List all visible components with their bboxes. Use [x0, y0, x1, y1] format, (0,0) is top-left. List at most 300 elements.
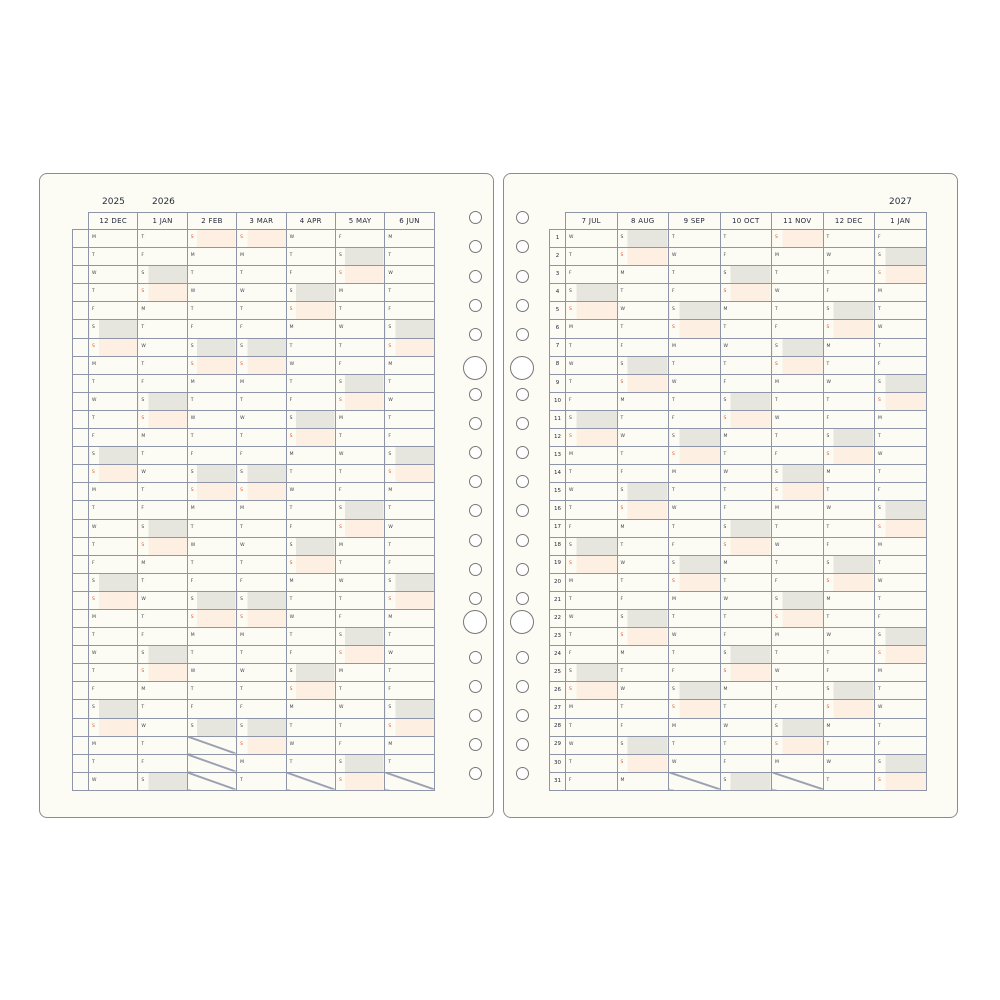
day-cell[interactable] [237, 537, 286, 555]
day-cell[interactable] [335, 628, 384, 646]
day-cell[interactable] [875, 374, 927, 392]
day-cell[interactable] [138, 682, 187, 700]
day-cell[interactable] [335, 682, 384, 700]
day-cell[interactable] [669, 338, 721, 356]
day-cell[interactable] [89, 718, 138, 736]
day-cell[interactable] [617, 374, 669, 392]
day-cell[interactable] [875, 772, 927, 790]
day-cell[interactable] [669, 609, 721, 627]
day-cell[interactable] [772, 483, 824, 501]
day-cell[interactable] [286, 338, 335, 356]
day-cell[interactable] [286, 356, 335, 374]
day-cell[interactable] [385, 628, 434, 646]
day-cell[interactable] [617, 519, 669, 537]
day-cell[interactable] [823, 754, 875, 772]
day-cell[interactable] [138, 392, 187, 410]
day-cell[interactable] [772, 284, 824, 302]
day-cell[interactable] [617, 483, 669, 501]
day-cell[interactable] [669, 646, 721, 664]
day-cell[interactable] [566, 664, 618, 682]
day-cell[interactable] [669, 537, 721, 555]
day-cell[interactable] [875, 646, 927, 664]
day-cell[interactable] [669, 447, 721, 465]
day-cell[interactable] [385, 230, 434, 248]
day-cell[interactable] [138, 320, 187, 338]
day-cell[interactable] [720, 718, 772, 736]
day-cell[interactable] [335, 338, 384, 356]
day-cell[interactable] [187, 284, 236, 302]
day-cell[interactable] [566, 555, 618, 573]
day-cell[interactable] [286, 302, 335, 320]
day-cell[interactable] [566, 465, 618, 483]
day-cell[interactable] [237, 609, 286, 627]
day-cell[interactable] [138, 609, 187, 627]
day-cell[interactable] [875, 555, 927, 573]
day-cell[interactable] [823, 392, 875, 410]
day-cell[interactable] [720, 664, 772, 682]
day-cell[interactable] [875, 465, 927, 483]
day-cell[interactable] [335, 646, 384, 664]
day-cell[interactable] [138, 555, 187, 573]
day-cell[interactable] [187, 646, 236, 664]
day-cell[interactable] [89, 609, 138, 627]
day-cell[interactable] [772, 338, 824, 356]
day-cell[interactable] [335, 429, 384, 447]
day-cell[interactable] [566, 392, 618, 410]
day-cell[interactable] [237, 519, 286, 537]
day-cell[interactable] [772, 628, 824, 646]
day-cell[interactable] [823, 700, 875, 718]
day-cell[interactable] [720, 447, 772, 465]
day-cell[interactable] [138, 374, 187, 392]
day-cell[interactable] [875, 230, 927, 248]
day-cell[interactable] [138, 338, 187, 356]
day-cell[interactable] [286, 501, 335, 519]
day-cell[interactable] [237, 718, 286, 736]
day-cell[interactable] [89, 483, 138, 501]
day-cell[interactable] [187, 718, 236, 736]
day-cell[interactable] [237, 646, 286, 664]
day-cell[interactable] [138, 230, 187, 248]
day-cell[interactable] [566, 646, 618, 664]
day-cell[interactable] [385, 736, 434, 754]
day-cell[interactable] [286, 682, 335, 700]
day-cell[interactable] [720, 483, 772, 501]
day-cell[interactable] [89, 555, 138, 573]
day-cell[interactable] [138, 772, 187, 790]
day-cell[interactable] [772, 447, 824, 465]
day-cell[interactable] [237, 447, 286, 465]
day-cell[interactable] [566, 284, 618, 302]
day-cell[interactable] [138, 646, 187, 664]
day-cell[interactable] [823, 429, 875, 447]
day-cell[interactable] [669, 501, 721, 519]
day-cell[interactable] [237, 628, 286, 646]
day-cell[interactable] [335, 284, 384, 302]
day-cell[interactable] [138, 248, 187, 266]
day-cell[interactable] [187, 302, 236, 320]
day-cell[interactable] [237, 429, 286, 447]
day-cell[interactable] [823, 447, 875, 465]
day-cell[interactable] [720, 591, 772, 609]
day-cell[interactable] [566, 772, 618, 790]
day-cell[interactable] [385, 537, 434, 555]
day-cell[interactable] [138, 537, 187, 555]
day-cell[interactable] [823, 374, 875, 392]
day-cell[interactable] [669, 591, 721, 609]
day-cell[interactable] [772, 700, 824, 718]
day-cell[interactable] [187, 248, 236, 266]
day-cell[interactable] [237, 754, 286, 772]
day-cell[interactable] [138, 628, 187, 646]
day-cell[interactable] [669, 284, 721, 302]
day-cell[interactable] [89, 646, 138, 664]
day-cell[interactable] [669, 320, 721, 338]
day-cell[interactable] [89, 754, 138, 772]
day-cell[interactable] [385, 609, 434, 627]
day-cell[interactable] [89, 700, 138, 718]
day-cell[interactable] [566, 573, 618, 591]
day-cell[interactable] [617, 501, 669, 519]
day-cell[interactable] [237, 392, 286, 410]
day-cell[interactable] [669, 248, 721, 266]
day-cell[interactable] [669, 555, 721, 573]
day-cell[interactable] [89, 591, 138, 609]
day-cell[interactable] [669, 230, 721, 248]
day-cell[interactable] [720, 374, 772, 392]
day-cell[interactable] [617, 356, 669, 374]
day-cell[interactable] [89, 628, 138, 646]
day-cell[interactable] [720, 266, 772, 284]
day-cell[interactable] [720, 609, 772, 627]
day-cell[interactable] [385, 682, 434, 700]
day-cell[interactable] [187, 356, 236, 374]
day-cell[interactable] [89, 537, 138, 555]
day-cell[interactable] [617, 700, 669, 718]
day-cell[interactable] [823, 682, 875, 700]
day-cell[interactable] [385, 754, 434, 772]
day-cell[interactable] [385, 320, 434, 338]
day-cell[interactable] [566, 266, 618, 284]
day-cell[interactable] [187, 429, 236, 447]
day-cell[interactable] [566, 320, 618, 338]
day-cell[interactable] [237, 230, 286, 248]
day-cell[interactable] [566, 410, 618, 428]
day-cell[interactable] [187, 700, 236, 718]
day-cell[interactable] [335, 519, 384, 537]
day-cell[interactable] [385, 429, 434, 447]
day-cell[interactable] [720, 410, 772, 428]
day-cell[interactable] [335, 555, 384, 573]
day-cell[interactable] [617, 429, 669, 447]
day-cell[interactable] [237, 465, 286, 483]
day-cell[interactable] [89, 501, 138, 519]
day-cell[interactable] [669, 628, 721, 646]
day-cell[interactable] [669, 465, 721, 483]
day-cell[interactable] [138, 447, 187, 465]
day-cell[interactable] [617, 392, 669, 410]
day-cell[interactable] [385, 664, 434, 682]
day-cell[interactable] [237, 591, 286, 609]
day-cell[interactable] [286, 664, 335, 682]
day-cell[interactable] [823, 537, 875, 555]
day-cell[interactable] [187, 338, 236, 356]
day-cell[interactable] [617, 555, 669, 573]
day-cell[interactable] [335, 248, 384, 266]
day-cell[interactable] [617, 609, 669, 627]
day-cell[interactable] [89, 429, 138, 447]
day-cell[interactable] [385, 356, 434, 374]
day-cell[interactable] [89, 338, 138, 356]
day-cell[interactable] [89, 573, 138, 591]
day-cell[interactable] [138, 465, 187, 483]
day-cell[interactable] [566, 356, 618, 374]
day-cell[interactable] [286, 320, 335, 338]
day-cell[interactable] [875, 501, 927, 519]
day-cell[interactable] [566, 754, 618, 772]
day-cell[interactable] [617, 266, 669, 284]
day-cell[interactable] [617, 664, 669, 682]
day-cell[interactable] [385, 591, 434, 609]
day-cell[interactable] [720, 537, 772, 555]
day-cell[interactable] [617, 410, 669, 428]
day-cell[interactable] [720, 519, 772, 537]
day-cell[interactable] [566, 609, 618, 627]
day-cell[interactable] [286, 465, 335, 483]
day-cell[interactable] [875, 519, 927, 537]
day-cell[interactable] [772, 537, 824, 555]
day-cell[interactable] [772, 465, 824, 483]
day-cell[interactable] [875, 700, 927, 718]
day-cell[interactable] [89, 356, 138, 374]
day-cell[interactable] [875, 718, 927, 736]
day-cell[interactable] [875, 573, 927, 591]
day-cell[interactable] [89, 284, 138, 302]
day-cell[interactable] [875, 320, 927, 338]
day-cell[interactable] [286, 609, 335, 627]
day-cell[interactable] [823, 609, 875, 627]
day-cell[interactable] [823, 465, 875, 483]
day-cell[interactable] [823, 320, 875, 338]
day-cell[interactable] [187, 519, 236, 537]
day-cell[interactable] [772, 429, 824, 447]
day-cell[interactable] [138, 501, 187, 519]
day-cell[interactable] [385, 266, 434, 284]
day-cell[interactable] [89, 410, 138, 428]
day-cell[interactable] [237, 302, 286, 320]
day-cell[interactable] [237, 410, 286, 428]
day-cell[interactable] [823, 736, 875, 754]
day-cell[interactable] [566, 501, 618, 519]
day-cell[interactable] [772, 591, 824, 609]
day-cell[interactable] [237, 483, 286, 501]
day-cell[interactable] [138, 429, 187, 447]
day-cell[interactable] [237, 682, 286, 700]
day-cell[interactable] [720, 429, 772, 447]
day-cell[interactable] [89, 374, 138, 392]
day-cell[interactable] [385, 410, 434, 428]
day-cell[interactable] [772, 230, 824, 248]
day-cell[interactable] [875, 338, 927, 356]
day-cell[interactable] [385, 284, 434, 302]
day-cell[interactable] [566, 230, 618, 248]
day-cell[interactable] [772, 609, 824, 627]
day-cell[interactable] [237, 356, 286, 374]
day-cell[interactable] [385, 447, 434, 465]
day-cell[interactable] [617, 736, 669, 754]
day-cell[interactable] [720, 501, 772, 519]
day-cell[interactable] [286, 410, 335, 428]
day-cell[interactable] [669, 356, 721, 374]
day-cell[interactable] [772, 320, 824, 338]
day-cell[interactable] [669, 392, 721, 410]
day-cell[interactable] [823, 718, 875, 736]
day-cell[interactable] [823, 772, 875, 790]
day-cell[interactable] [89, 230, 138, 248]
day-cell[interactable] [566, 628, 618, 646]
day-cell[interactable] [286, 483, 335, 501]
day-cell[interactable] [385, 374, 434, 392]
day-cell[interactable] [669, 410, 721, 428]
day-cell[interactable] [617, 754, 669, 772]
day-cell[interactable] [187, 537, 236, 555]
day-cell[interactable] [823, 356, 875, 374]
day-cell[interactable] [385, 465, 434, 483]
day-cell[interactable] [335, 447, 384, 465]
day-cell[interactable] [89, 248, 138, 266]
day-cell[interactable] [617, 230, 669, 248]
day-cell[interactable] [772, 392, 824, 410]
day-cell[interactable] [187, 483, 236, 501]
day-cell[interactable] [187, 320, 236, 338]
day-cell[interactable] [385, 392, 434, 410]
day-cell[interactable] [669, 429, 721, 447]
day-cell[interactable] [617, 302, 669, 320]
day-cell[interactable] [138, 754, 187, 772]
day-cell[interactable] [720, 338, 772, 356]
day-cell[interactable] [385, 483, 434, 501]
day-cell[interactable] [187, 664, 236, 682]
day-cell[interactable] [617, 573, 669, 591]
day-cell[interactable] [237, 772, 286, 790]
day-cell[interactable] [237, 700, 286, 718]
day-cell[interactable] [669, 302, 721, 320]
day-cell[interactable] [823, 573, 875, 591]
day-cell[interactable] [823, 501, 875, 519]
day-cell[interactable] [89, 320, 138, 338]
day-cell[interactable] [237, 266, 286, 284]
day-cell[interactable] [138, 356, 187, 374]
day-cell[interactable] [138, 483, 187, 501]
day-cell[interactable] [772, 555, 824, 573]
day-cell[interactable] [617, 465, 669, 483]
day-cell[interactable] [566, 483, 618, 501]
day-cell[interactable] [720, 230, 772, 248]
day-cell[interactable] [566, 338, 618, 356]
day-cell[interactable] [385, 646, 434, 664]
day-cell[interactable] [875, 429, 927, 447]
day-cell[interactable] [335, 736, 384, 754]
day-cell[interactable] [335, 772, 384, 790]
day-cell[interactable] [286, 555, 335, 573]
day-cell[interactable] [187, 465, 236, 483]
day-cell[interactable] [720, 284, 772, 302]
day-cell[interactable] [720, 646, 772, 664]
day-cell[interactable] [720, 736, 772, 754]
day-cell[interactable] [335, 410, 384, 428]
day-cell[interactable] [875, 537, 927, 555]
day-cell[interactable] [138, 519, 187, 537]
day-cell[interactable] [89, 736, 138, 754]
day-cell[interactable] [823, 302, 875, 320]
day-cell[interactable] [617, 248, 669, 266]
day-cell[interactable] [89, 266, 138, 284]
day-cell[interactable] [89, 664, 138, 682]
day-cell[interactable] [286, 519, 335, 537]
day-cell[interactable] [772, 718, 824, 736]
day-cell[interactable] [823, 483, 875, 501]
day-cell[interactable] [138, 410, 187, 428]
day-cell[interactable] [335, 392, 384, 410]
day-cell[interactable] [823, 664, 875, 682]
day-cell[interactable] [617, 591, 669, 609]
day-cell[interactable] [720, 700, 772, 718]
day-cell[interactable] [237, 573, 286, 591]
day-cell[interactable] [669, 700, 721, 718]
day-cell[interactable] [286, 284, 335, 302]
day-cell[interactable] [566, 682, 618, 700]
day-cell[interactable] [669, 754, 721, 772]
day-cell[interactable] [237, 501, 286, 519]
day-cell[interactable] [823, 266, 875, 284]
day-cell[interactable] [138, 266, 187, 284]
day-cell[interactable] [823, 410, 875, 428]
day-cell[interactable] [286, 230, 335, 248]
day-cell[interactable] [187, 628, 236, 646]
day-cell[interactable] [772, 664, 824, 682]
day-cell[interactable] [138, 736, 187, 754]
day-cell[interactable] [772, 374, 824, 392]
day-cell[interactable] [669, 718, 721, 736]
day-cell[interactable] [875, 356, 927, 374]
day-cell[interactable] [187, 555, 236, 573]
day-cell[interactable] [875, 410, 927, 428]
day-cell[interactable] [566, 591, 618, 609]
day-cell[interactable] [237, 320, 286, 338]
day-cell[interactable] [187, 573, 236, 591]
day-cell[interactable] [335, 320, 384, 338]
day-cell[interactable] [89, 465, 138, 483]
day-cell[interactable] [89, 682, 138, 700]
day-cell[interactable] [875, 609, 927, 627]
day-cell[interactable] [720, 465, 772, 483]
day-cell[interactable] [720, 682, 772, 700]
day-cell[interactable] [385, 248, 434, 266]
day-cell[interactable] [617, 772, 669, 790]
day-cell[interactable] [335, 537, 384, 555]
day-cell[interactable] [237, 374, 286, 392]
day-cell[interactable] [138, 284, 187, 302]
day-cell[interactable] [385, 700, 434, 718]
day-cell[interactable] [566, 248, 618, 266]
day-cell[interactable] [286, 537, 335, 555]
day-cell[interactable] [720, 555, 772, 573]
day-cell[interactable] [566, 374, 618, 392]
day-cell[interactable] [669, 573, 721, 591]
day-cell[interactable] [566, 519, 618, 537]
day-cell[interactable] [187, 374, 236, 392]
day-cell[interactable] [566, 718, 618, 736]
